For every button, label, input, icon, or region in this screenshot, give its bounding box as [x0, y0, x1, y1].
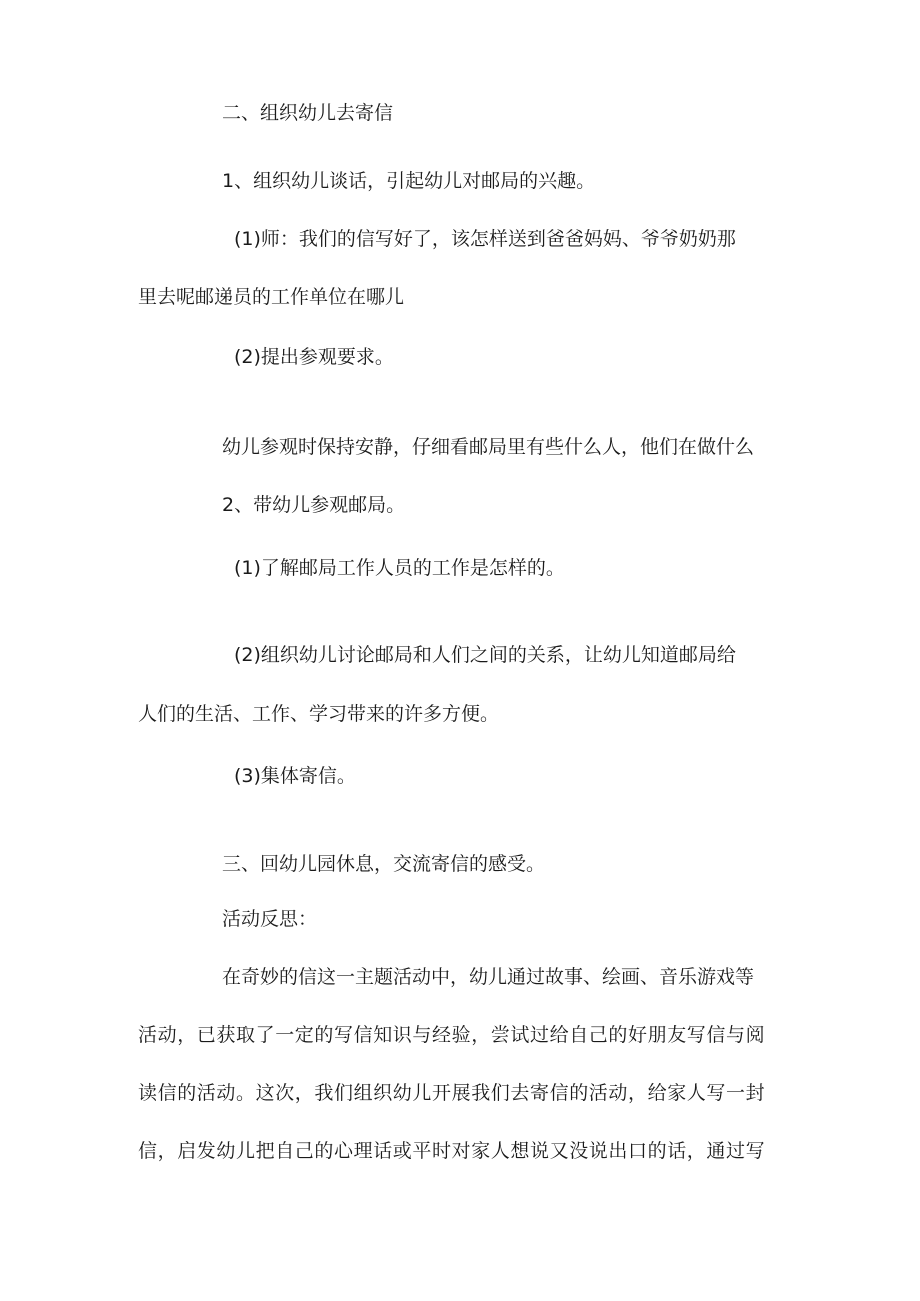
paragraph-line: 信，启发幼儿把自己的心理话或平时对家人想说又没说出口的话，通过写: [138, 1140, 766, 1162]
paragraph-line: 活动，已获取了一定的写信知识与经验，尝试过给自己的好朋友写信与阅: [138, 1024, 766, 1046]
paragraph-line: (1)了解邮局工作人员的工作是怎样的。: [234, 557, 565, 579]
paragraph-line: (2)提出参观要求。: [234, 346, 394, 368]
paragraph-line: 里去呢邮递员的工作单位在哪儿: [138, 286, 405, 308]
paragraph-line: 读信的活动。这次，我们组织幼儿开展我们去寄信的活动，给家人写一封: [138, 1082, 766, 1104]
section-heading-2: 二、组织幼儿去寄信: [222, 102, 394, 124]
paragraph-line: 人们的生活、工作、学习带来的许多方便。: [138, 703, 500, 725]
paragraph-line: (3)集体寄信。: [234, 765, 356, 787]
section-heading-3: 三、回幼儿园休息，交流寄信的感受。: [222, 853, 546, 875]
paragraph-line: (2)组织幼儿讨论邮局和人们之间的关系，让幼儿知道邮局给: [234, 644, 736, 666]
step-heading-1: 1、组织幼儿谈话，引起幼儿对邮局的兴趣。: [222, 170, 596, 192]
paragraph-line: (1)师：我们的信写好了，该怎样送到爸爸妈妈、爷爷奶奶那: [234, 228, 736, 250]
reflection-heading: 活动反思：: [222, 908, 318, 930]
paragraph-line: 幼儿参观时保持安静，仔细看邮局里有些什么人，他们在做什么: [222, 436, 755, 458]
step-heading-2: 2、带幼儿参观邮局。: [222, 494, 406, 516]
paragraph-line: 在奇妙的信这一主题活动中，幼儿通过故事、绘画、音乐游戏等: [222, 966, 755, 988]
